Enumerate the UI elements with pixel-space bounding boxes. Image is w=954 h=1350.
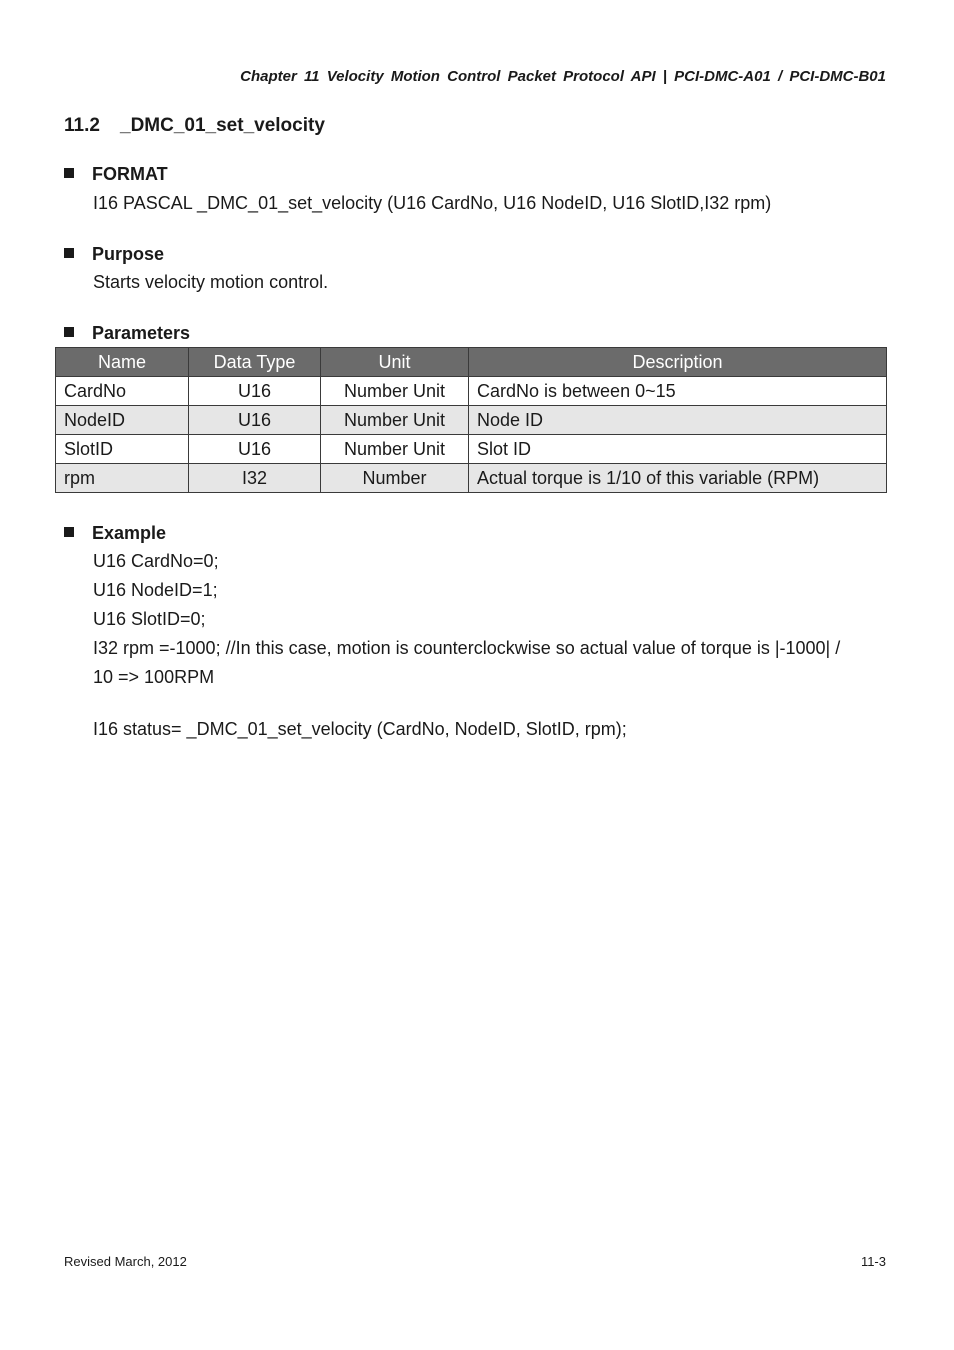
square-bullet-icon — [64, 527, 74, 537]
section-number: 11.2 — [64, 115, 100, 136]
column-header-unit: Unit — [321, 348, 469, 377]
example-call: I16 status= _DMC_01_set_velocity (CardNo, NodeID, SlotID, rpm); — [93, 719, 627, 739]
example-line: I32 rpm =-1000; //In this case, motion is counterclockwise so actual value of torque is |-1000| / — [93, 638, 841, 658]
param-name: SlotID — [56, 435, 189, 464]
column-header-data-type: Data Type — [189, 348, 321, 377]
param-type: U16 — [189, 377, 321, 406]
square-bullet-icon — [64, 248, 74, 258]
example-line: U16 NodeID=1; — [93, 580, 218, 600]
param-type: I32 — [189, 464, 321, 493]
param-name: CardNo — [56, 377, 189, 406]
column-header-description: Description — [469, 348, 887, 377]
square-bullet-icon — [64, 168, 74, 178]
example-line: 10 => 100RPM — [93, 667, 215, 687]
parameters-heading-label: Parameters — [92, 323, 191, 343]
param-description: Node ID — [469, 406, 887, 435]
param-unit: Number Unit — [321, 435, 469, 464]
example-code-block — [93, 547, 840, 692]
column-header-name: Name — [56, 348, 189, 377]
square-bullet-icon — [64, 327, 74, 337]
param-description: Actual torque is 1/10 of this variable (RPM) — [469, 464, 887, 493]
format-heading — [64, 164, 168, 185]
table-row — [56, 464, 887, 493]
table-row — [56, 377, 887, 406]
table-row — [56, 435, 887, 464]
param-unit: Number — [321, 464, 469, 493]
purpose-text: Starts velocity motion control. — [93, 272, 329, 292]
format-signature: I16 PASCAL _DMC_01_set_velocity (U16 CardNo, U16 NodeID, U16 SlotID,I32 rpm) — [93, 193, 772, 213]
param-name: rpm — [56, 464, 189, 493]
example-heading — [64, 523, 166, 544]
footer-page-number: 11-3 — [860, 1254, 886, 1269]
running-header: Chapter 11 Velocity Motion Control Packet Protocol API | PCI-DMC-A01 / PCI-DMC-B01 — [240, 68, 886, 85]
footer-revision: Revised March, 2012 — [64, 1254, 187, 1269]
example-heading-label: Example — [92, 523, 167, 543]
parameters-table — [55, 347, 887, 493]
table-header-row — [56, 348, 887, 377]
parameters-heading — [64, 323, 190, 344]
purpose-heading-label: Purpose — [92, 244, 165, 264]
table-row — [56, 406, 887, 435]
purpose-heading — [64, 244, 164, 265]
section-name: _DMC_01_set_velocity — [120, 115, 325, 136]
param-description: Slot ID — [469, 435, 887, 464]
param-name: NodeID — [56, 406, 189, 435]
param-type: U16 — [189, 435, 321, 464]
param-unit: Number Unit — [321, 377, 469, 406]
format-heading-label: FORMAT — [92, 164, 168, 184]
param-description: CardNo is between 0~15 — [469, 377, 887, 406]
section-title — [64, 115, 325, 137]
param-type: U16 — [189, 406, 321, 435]
example-line: U16 SlotID=0; — [93, 609, 206, 629]
example-line: U16 CardNo=0; — [93, 551, 219, 571]
param-unit: Number Unit — [321, 406, 469, 435]
